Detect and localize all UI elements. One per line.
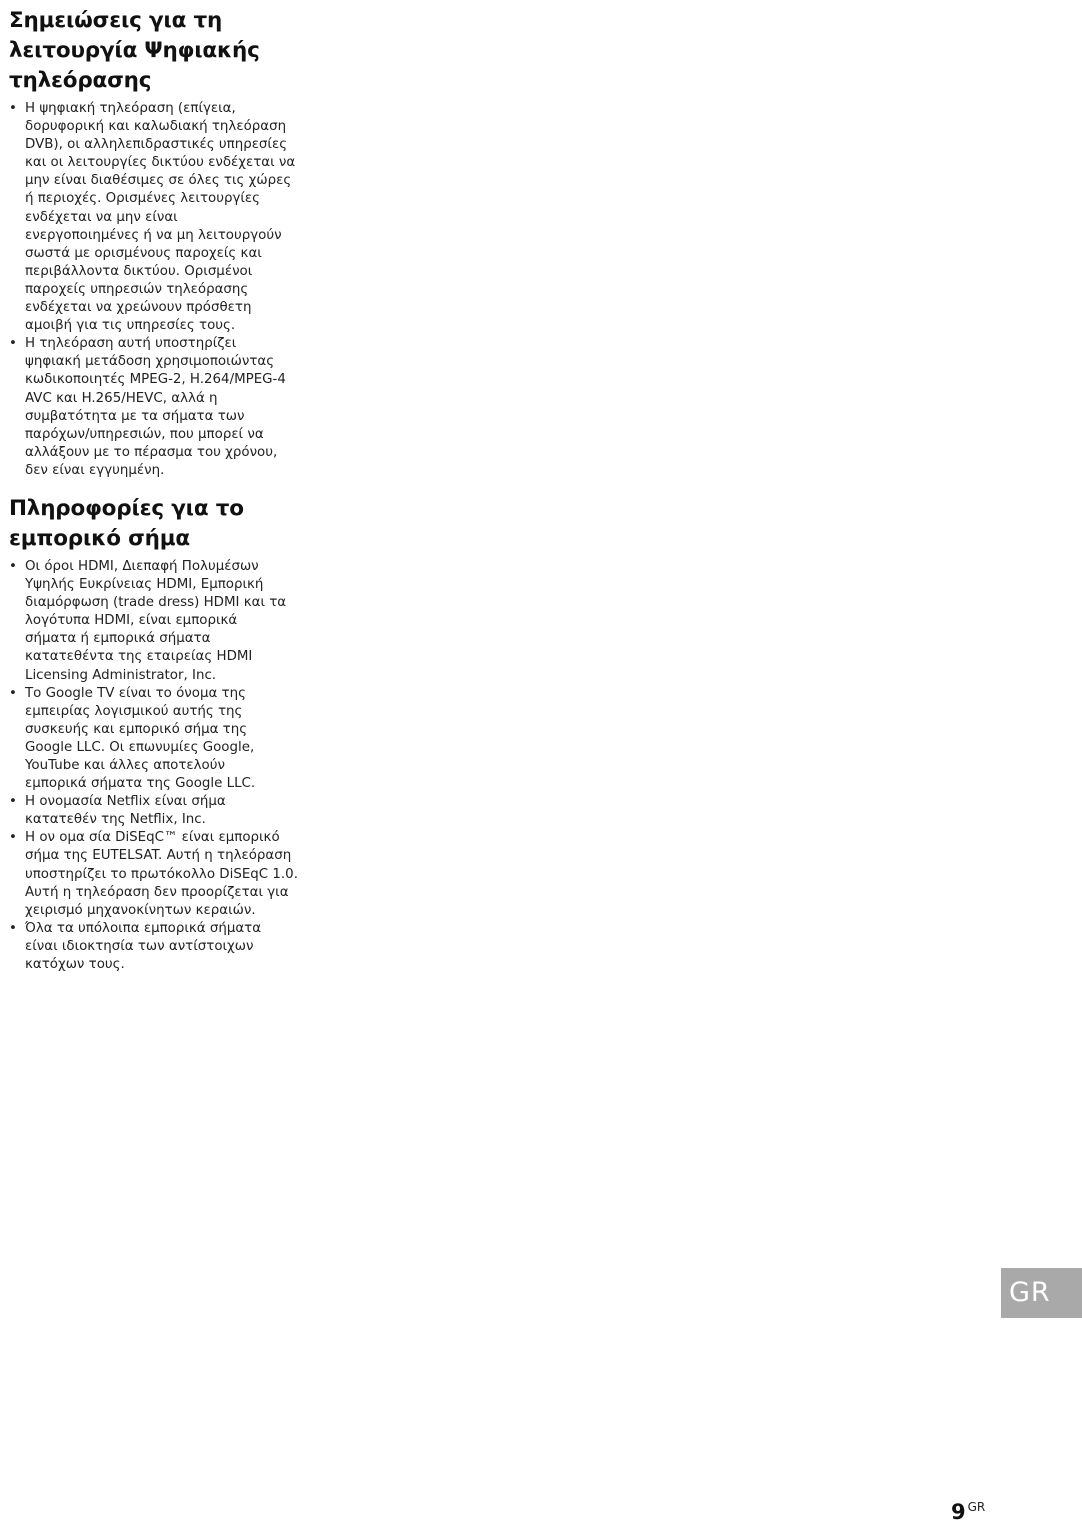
section-title-digital-tv [9, 6, 319, 96]
bullet: • [9, 685, 17, 701]
text-line: κατόχων τους. [25, 957, 125, 973]
bullet: • [9, 830, 17, 846]
bullet: • [9, 336, 17, 352]
text-line: συμβατότητα με τα σήματα των [25, 408, 245, 424]
text-line: παροχείς υπηρεσιών τηλεόρασης [25, 281, 249, 297]
text-line: δορυφορική και καλωδιακή τηλεόραση [25, 119, 287, 135]
text-line: DVB), οι αλληλεπιδραστικές υπηρεσίες [25, 137, 288, 153]
text-line: αλλάξουν με το πέρασμα του χρόνου, [25, 444, 278, 460]
text-line: περιβάλλοντα δικτύου. Ορισμένοι [25, 263, 253, 279]
content-column [9, 6, 319, 974]
title-line: Πληροφορίες για το [9, 495, 244, 521]
text-line: διαμόρφωση (trade dress) HDMI και τα [25, 595, 287, 611]
text-line: μην είναι διαθέσιμες σε όλες τις χώρες [25, 173, 292, 189]
text-line: AVC και H.265/HEVC, αλλά η [25, 390, 218, 406]
list-item [9, 685, 319, 794]
list-item [9, 100, 319, 335]
language-tab-label: GR [1009, 1277, 1051, 1308]
text-line: Η ον ομα σία DiSEqC™ είναι εμπορικό [25, 830, 280, 846]
text-line: υποστηρίζει το πρωτόκολλο DiSEqC 1.0. [25, 866, 298, 882]
text-line: ενδέχεται να χρεώνουν πρόσθετη [25, 300, 252, 316]
text-line: Οι όροι HDMI, Διεπαφή Πολυμέσων [25, 558, 259, 574]
text-line: Google LLC. Οι επωνυμίες Google, [25, 739, 255, 755]
bullet: • [9, 794, 17, 810]
text-line: λογότυπα HDMI, είναι εμπορικά [25, 613, 238, 629]
list-item [9, 829, 319, 919]
text-line: ενεργοποιημένες ή να μη λειτουργούν [25, 227, 282, 243]
text-line: ενδέχεται να μην είναι [25, 209, 178, 225]
text-line: ψηφιακή μετάδοση χρησιμοποιώντας [25, 354, 275, 370]
page-number [951, 1500, 985, 1524]
text-line: σήματα ή εμπορικά σήματα [25, 631, 211, 647]
text-line: κατατεθέν της Netflix, Inc. [25, 812, 206, 828]
text-line: Η ψηφιακή τηλεόραση (επίγεια, [25, 101, 236, 116]
section-title-trademarks [9, 494, 319, 554]
text-line: είναι ιδιοκτησία των αντίστοιχων [25, 938, 254, 954]
text-line: σωστά με ορισμένους παροχείς και [25, 245, 262, 261]
list-item [9, 920, 319, 974]
text-line: Όλα τα υπόλοιπα εμπορικά σήματα [25, 920, 262, 936]
text-line: αμοιβή για τις υπηρεσίες τους. [25, 318, 236, 334]
text-line: εμπειρίας λογισμικού αυτής της [25, 703, 243, 719]
page-number-value: 9 [951, 1500, 966, 1524]
text-line: Υψηλής Ευκρίνειας HDMI, Εμπορική [25, 577, 264, 593]
text-line: κωδικοποιητές MPEG-2, H.264/MPEG-4 [25, 372, 286, 388]
language-tab [1001, 1268, 1082, 1318]
text-line: Licensing Administrator, Inc. [25, 667, 217, 683]
text-line: Αυτή η τηλεόραση δεν προορίζεται για [25, 884, 289, 900]
text-line: χειρισμό μηχανοκίνητων κεραιών. [25, 902, 256, 918]
text-line: Το Google TV είναι το όνομα της [25, 685, 246, 701]
text-line: Η ονομασία Netflix είναι σήμα [25, 794, 226, 810]
text-line: κατατεθέντα της εταιρείας HDMI [25, 649, 253, 665]
trademark-list [9, 558, 319, 974]
text-line: δεν είναι εγγυημένη. [25, 462, 165, 478]
bullet: • [9, 920, 17, 936]
list-item [9, 793, 319, 829]
title-line: εμπορικό σήμα [9, 525, 190, 551]
title-line: τηλεόρασης [9, 68, 152, 93]
text-line: παρόχων/υπηρεσιών, που μπορεί να [25, 426, 264, 442]
text-line: και οι λειτουργίες δικτύου ενδέχεται να [25, 155, 296, 171]
bullet: • [9, 101, 17, 116]
text-line: ή περιοχές. Ορισμένες λειτουργίες [25, 191, 261, 207]
text-line: συσκευής και εμπορικό σήμα της [25, 721, 248, 737]
text-line: εμπορικά σήματα της Google LLC. [25, 776, 256, 792]
text-line: YouTube και άλλες αποτελούν [25, 758, 225, 773]
text-line: σήμα της EUTELSAT. Αυτή η τηλεόραση [25, 848, 292, 864]
title-line: λειτουργία Ψηφιακής [9, 38, 260, 63]
list-item [9, 558, 319, 685]
digital-tv-notes-list [9, 100, 319, 480]
text-line: Η τηλεόραση αυτή υποστηρίζει [25, 336, 237, 352]
bullet: • [9, 558, 17, 574]
list-item [9, 335, 319, 480]
title-line: Σημειώσεις για τη [9, 8, 223, 33]
page-number-suffix: GR [967, 1500, 986, 1514]
